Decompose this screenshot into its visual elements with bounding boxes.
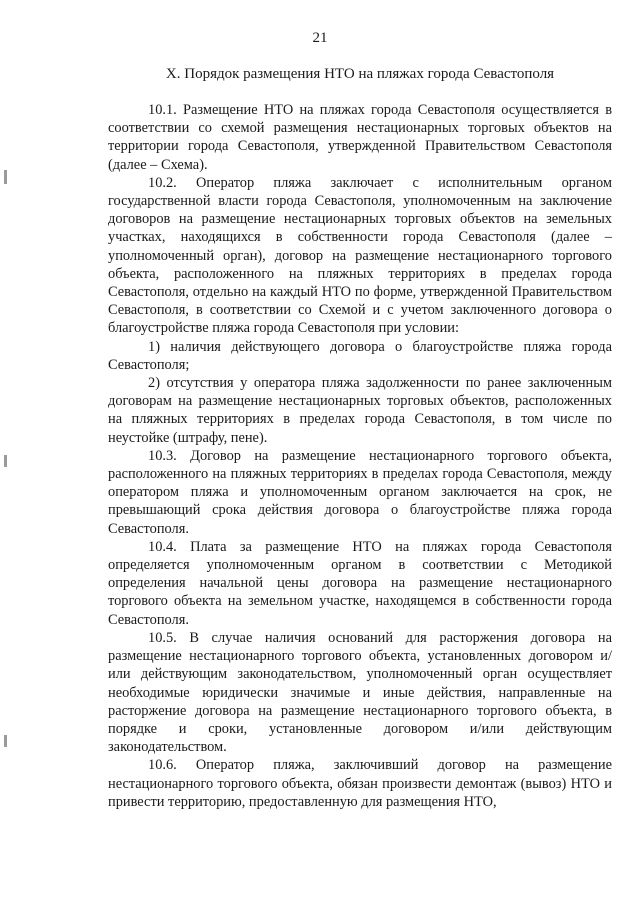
page-number: 21 xyxy=(312,30,328,46)
paragraph-condition-2: 2) отсутствия у оператора пляжа задолженности по ранее заключенным договорам на размещение нестационарных торговых объектов, расположенных на пляжных территориях в пределах города Севастополя, в том числе по неустойке (штрафу, пене). xyxy=(108,375,612,446)
paragraph-10-5: 10.5. В случае наличия оснований для расторжения договора на размещение нестационарного торгового объекта, установленных договором и/или действующим законодательством, уполномоченный орган осуществляет необходимые юридически значимые и иные действия, направленные на расторжение договора на размещение нестационарного торгового объекта, в порядке и сроки, установленные договором и/или действующим законодательством. xyxy=(108,629,612,756)
scan-edge-mark xyxy=(4,170,7,184)
paragraph-10-3: 10.3. Договор на размещение нестационарного торгового объекта, расположенного на пляжных территориях в пределах города Севастополя, между оператором пляжа и уполномоченным органом заключается на срок, не превышающий срока действия договора о благоустройстве пляжа города Севастополя. xyxy=(108,447,612,537)
scan-edge-mark xyxy=(4,735,7,747)
paragraph-10-4: 10.4. Плата за размещение НТО на пляжах города Севастополя определяется уполномоченным органом в соответствии с Методикой определения начальной цены договора на размещение нестационарного торгового объекта на земельном участке, находящемся в собственности города Севастополя. xyxy=(108,538,612,628)
paragraph-10-1: 10.1. Размещение НТО на пляжах города Севастополя осуществляется в соответствии со схемой размещения нестационарных торговых объектов на территории города Севастополя, утвержденной Правительством Севастополя (далее – Схема). xyxy=(108,102,612,173)
scan-edge-mark xyxy=(4,455,7,467)
paragraph-condition-1: 1) наличия действующего договора о благоустройстве пляжа города Севастополя; xyxy=(108,338,612,373)
document-body xyxy=(108,101,612,811)
paragraph-10-6: 10.6. Оператор пляжа, заключивший договор на размещение нестационарного торгового объекта, обязан произвести демонтаж (вывоз) НТО и привести территорию, предоставленную для размещения НТО, xyxy=(108,757,612,810)
paragraph-10-2: 10.2. Оператор пляжа заключает с исполнительным органом государственной власти города Севастополя, уполномоченным на заключение договоров на размещение нестационарных торговых объектов на земельных участках, находящихся в собственности города Севастополя (далее – уполномоченный орган), договор на размещение нестационарного торгового объекта, расположенного на пляжных территориях в пределах города Севастополя, отдельно на каждый НТО по форме, утвержденной Правительством Севастополя, в соответствии со Схемой и с учетом заключенного договора о благоустройстве пляжа города Севастополя при условии: xyxy=(108,174,612,337)
section-title: X. Порядок размещения НТО на пляжах города Севастополя xyxy=(165,66,555,82)
